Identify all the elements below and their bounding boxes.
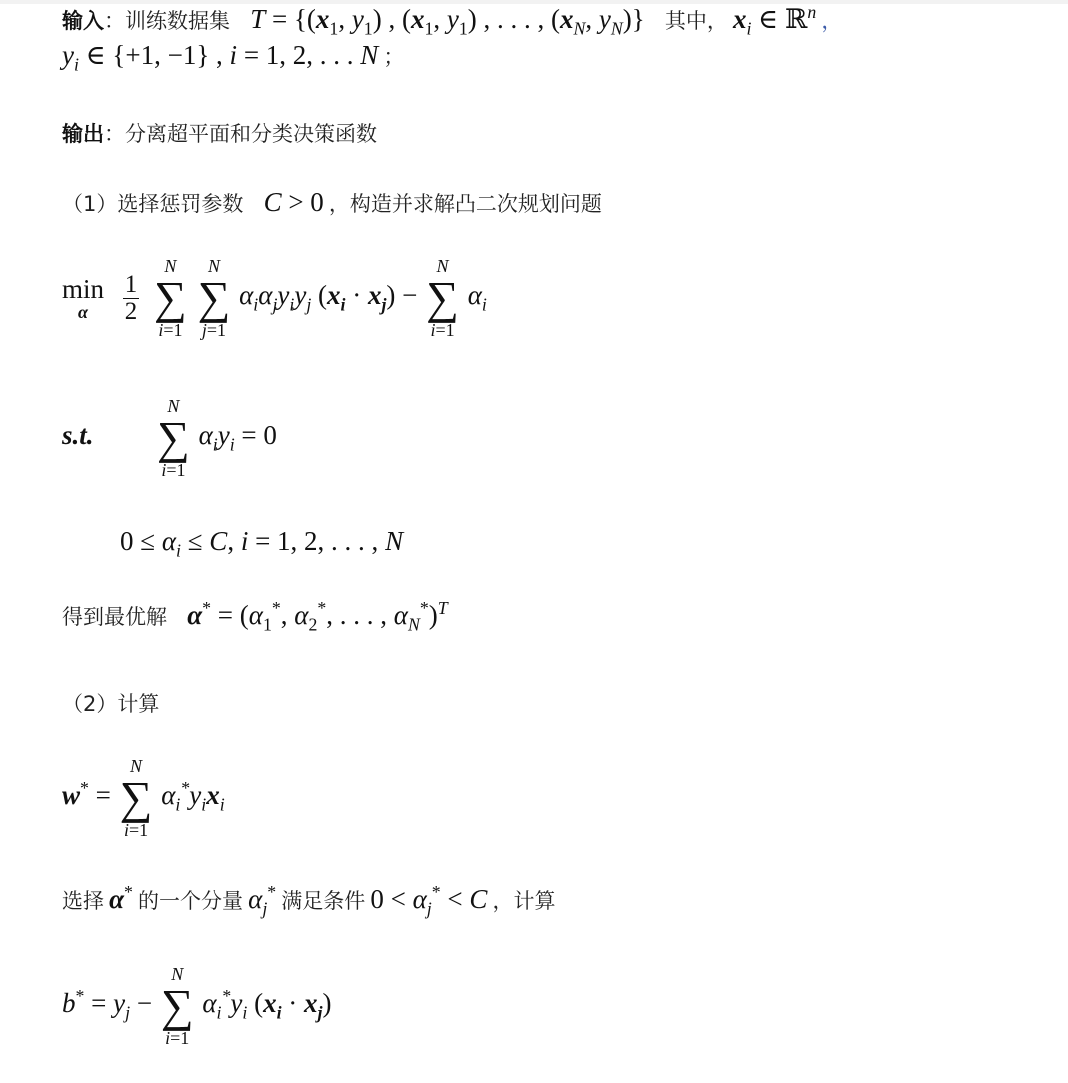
select-component: $\alpha_j^*$ — [248, 882, 277, 919]
solution-formula: $\alpha^* = (\alpha_1^*$, $\alpha_2^*$, . . . , $\alpha_N^*)^T$ — [187, 598, 448, 635]
output-line — [62, 118, 377, 148]
input-label: 输入 — [62, 9, 104, 33]
st-label: s.t. — [62, 420, 94, 451]
select-prefix: 选择 — [62, 889, 104, 913]
penalty-condition: C > 0 — [263, 187, 324, 217]
output-text: 分离超平面和分类决策函数 — [125, 122, 377, 146]
select-condition: $0 < \alpha_j^* < C$ — [370, 882, 488, 919]
sum-b: N ∑ i=1 — [160, 964, 194, 1048]
sum-i: N ∑ i=1 — [154, 256, 187, 340]
dataset-formula: $T = \{(x_1$, $y_1$) , ($x_1$, $y_1$) , . . . , ($x_N$, $y_N$)} — [250, 4, 645, 39]
step2-prefix: （2）计算 — [62, 692, 160, 716]
sum-alpha: N ∑ i=1 — [426, 256, 459, 340]
constraint-2: $0 \le \alpha_i \le C$, i = 1, 2, . . . , N — [120, 526, 404, 561]
select-alpha: α* — [109, 882, 133, 914]
y-membership-formula: $y_i$ ∈ {+1, −1} , i = 1, 2, . . . N — [62, 40, 379, 75]
w-formula: w* = N ∑ i=1 $\alpha_i^*y_ix_i$ — [62, 756, 225, 840]
sum-w: N ∑ i=1 — [119, 756, 153, 840]
b-formula: $b^* = y_j$ − N ∑ i=1 $\alpha_i^*y_i$ $(x_i \cdot x_j)$ — [62, 964, 332, 1048]
output-colon: ： — [104, 122, 125, 146]
one-half-fraction: $\frac{1}{2}$ — [124, 270, 138, 325]
select-suffix: ，计算 — [492, 889, 556, 913]
sum-constraint: N ∑ i=1 — [157, 396, 190, 480]
select-line — [62, 882, 556, 919]
min-operator: min α — [62, 274, 105, 322]
input-text: 训练数据集 — [125, 9, 230, 33]
where-text: 其中， — [664, 9, 728, 33]
step2-line — [62, 688, 159, 718]
select-mid: 的一个分量 — [138, 889, 244, 913]
step1-prefix: （1）选择惩罚参数 — [62, 192, 244, 216]
sum-j: N ∑ j=1 — [197, 256, 231, 340]
select-cond-label: 满足条件 — [281, 889, 366, 913]
output-label: 输出 — [62, 122, 104, 146]
input-colon: ： — [104, 9, 125, 33]
input-line-1 — [62, 2, 843, 39]
input-line-2 — [62, 40, 405, 75]
solution-prefix: 得到最优解 — [62, 605, 167, 629]
trailing-comma: ， — [821, 9, 843, 33]
solution-line — [62, 598, 448, 635]
step1-line — [62, 187, 602, 218]
step1-suffix: ，构造并求解凸二次规划问题 — [328, 192, 602, 216]
objective-formula: min α $\frac{1}{2}$ N ∑ i=1 N ∑ j=1 $\alpha_i\alpha_jy_iy_j$ $(x_i \cdot x_j)$ − N ∑ i=1 $\alpha_i$ — [62, 256, 487, 340]
x-membership-formula: $x_i$ ∈ ℝ$^n$ — [732, 2, 817, 39]
constraint-1: s.t. N ∑ i=1 $\alpha_iy_i = 0$ — [62, 396, 277, 480]
semicolon: ； — [383, 45, 405, 69]
